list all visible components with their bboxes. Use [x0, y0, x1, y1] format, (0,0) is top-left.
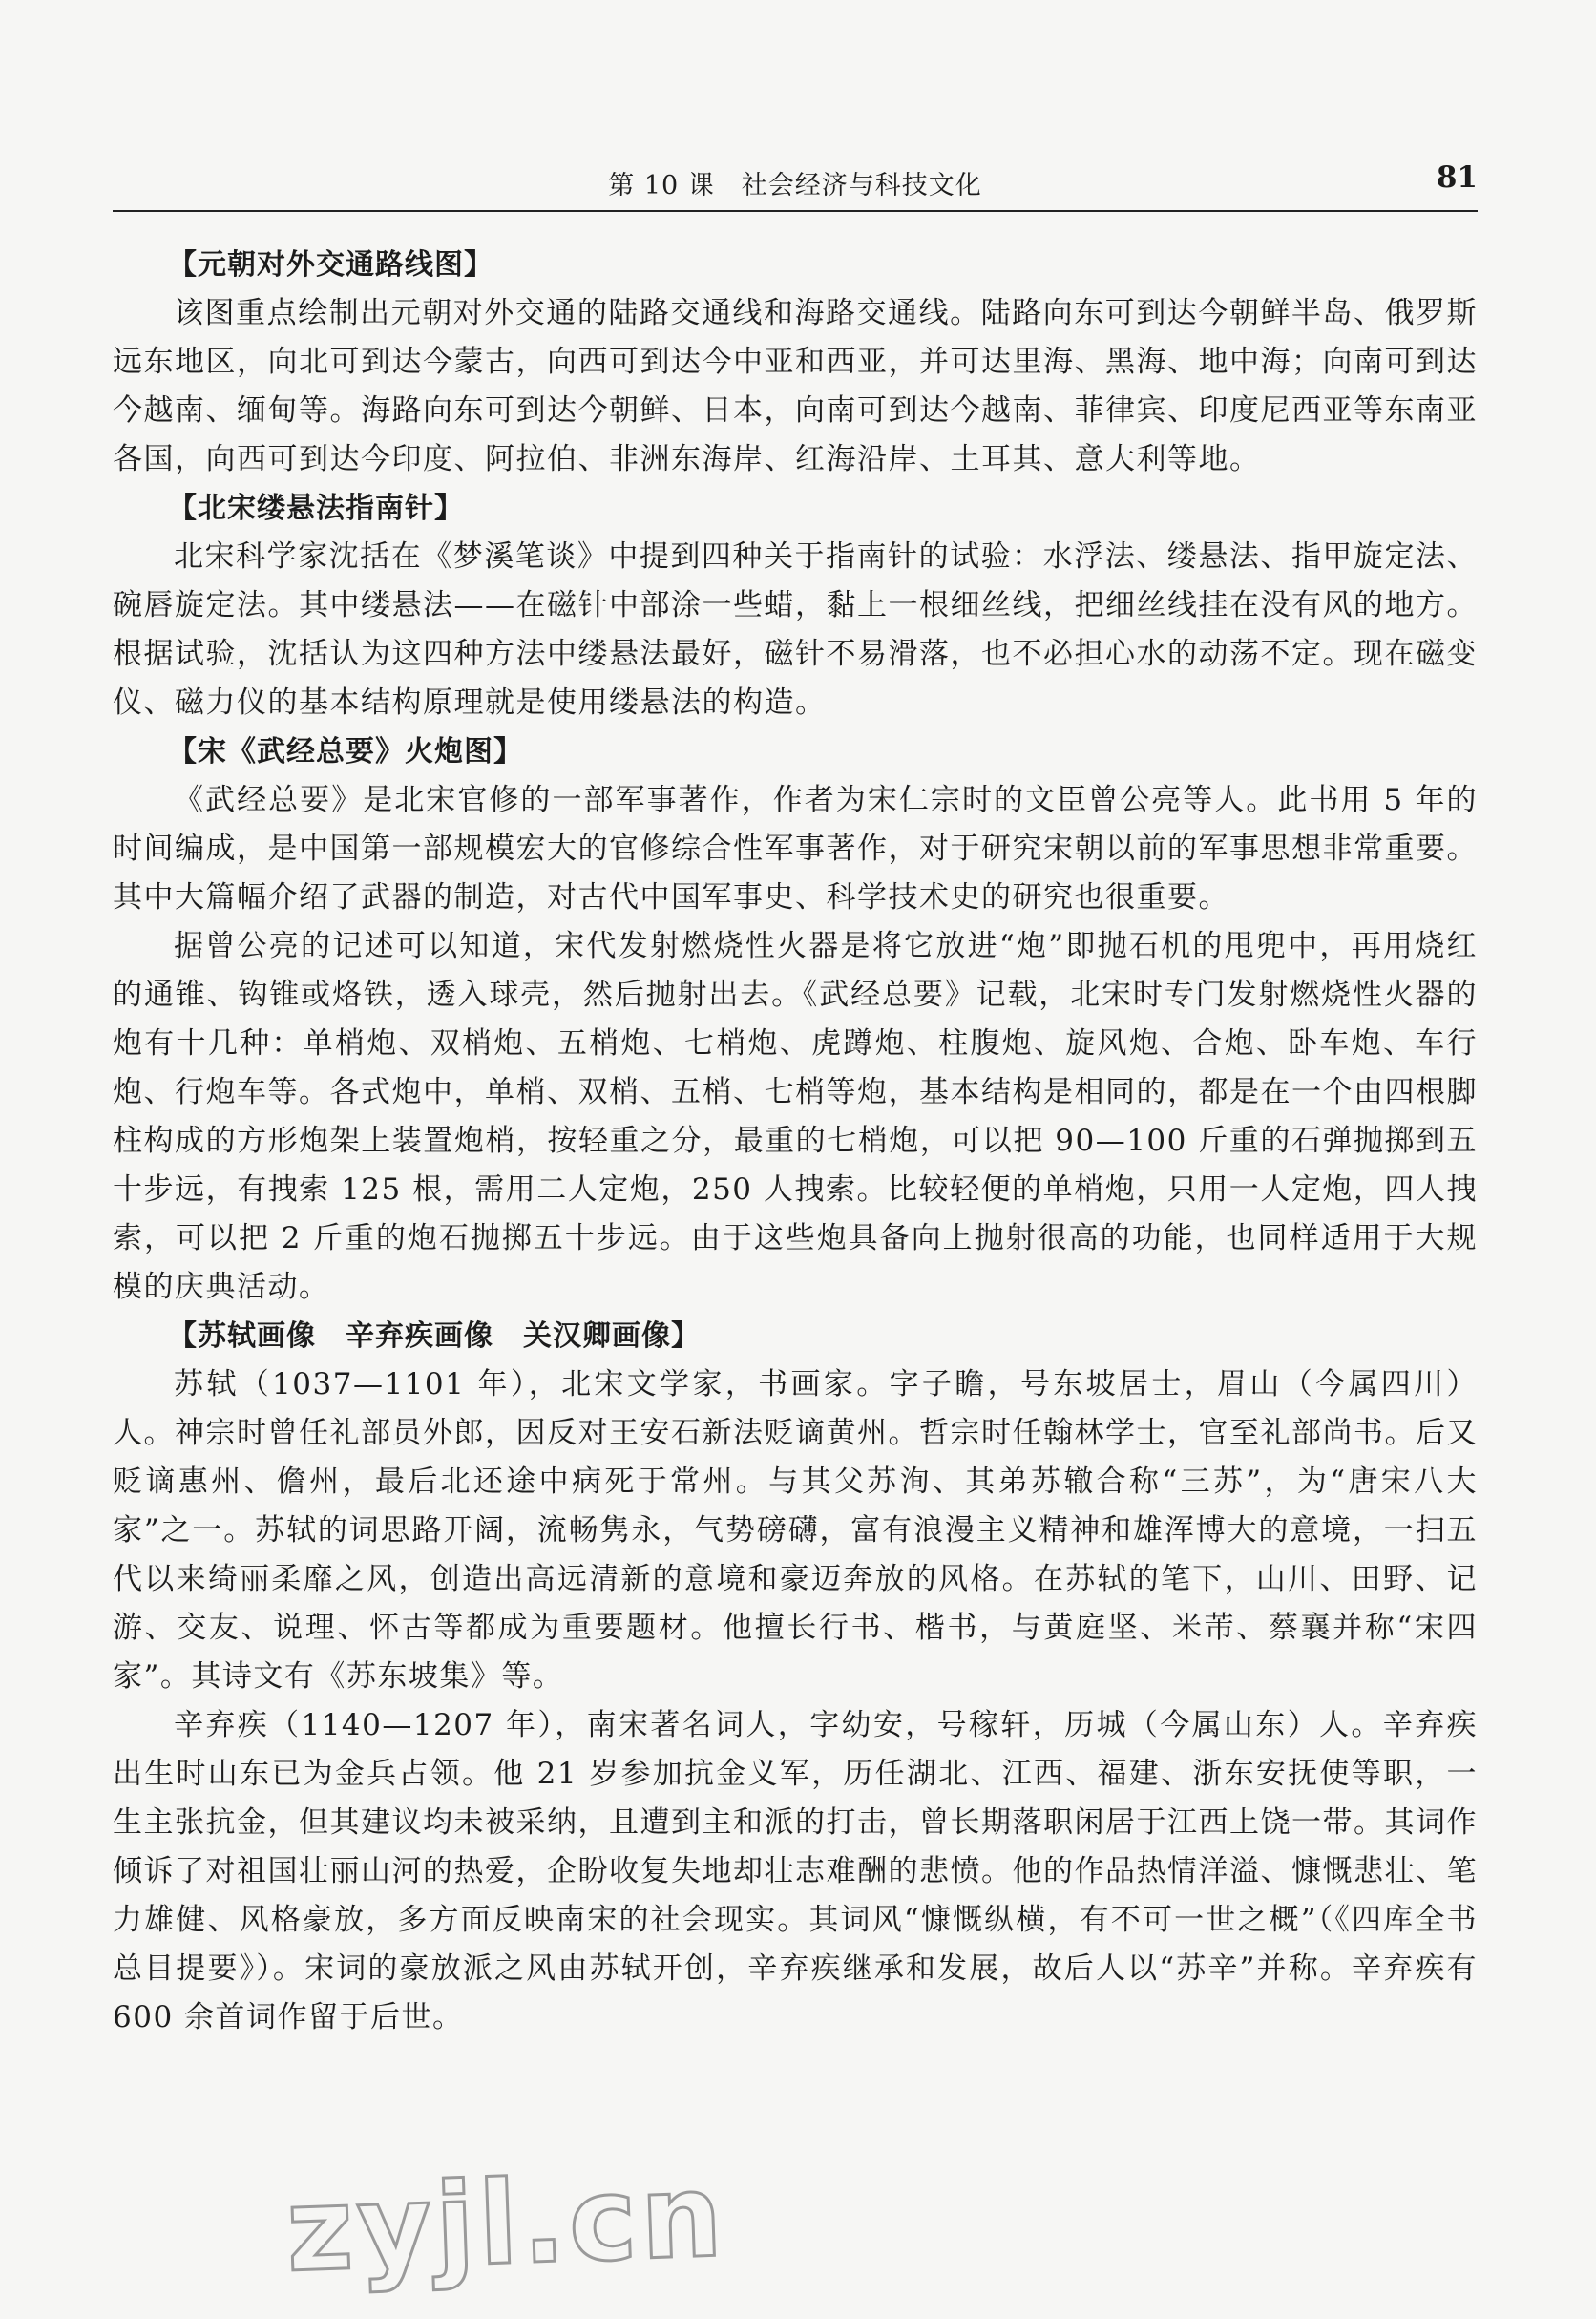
- header-title: 第 10 课 社会经济与科技文化: [608, 171, 982, 200]
- paragraph: 该图重点绘制出元朝对外交通的陆路交通线和海路交通线。陆路向东可到达今朝鲜半岛、俄罗斯远东地区，向北可到达今蒙古，向西可到达今中亚和西亚，并可达里海、黑海、地中海；向南可到达今越南、缅甸等。海路向东可到达今朝鲜、日本，向南可到达今越南、菲律宾、印度尼西亚等东南亚各国，向西可到达今印度、阿拉伯、非洲东海岸、红海沿岸、土耳其、意大利等地。: [113, 296, 1478, 476]
- section-heading: 【元朝对外交通路线图】: [168, 248, 494, 282]
- paragraph: 辛弃疾（1140—1207 年），南宋著名词人，字幼安，号稼轩，历城（今属山东）人。辛弃疾出生时山东已为金兵占领。他 21 岁参加抗金义军，历任湖北、江西、福建、浙东安抚使等职，一生主张抗金，但其建议均未被采纳，且遭到主和派的打击，曾长期落职闲居于江西上饶一带。其词作倾诉了对祖国壮丽山河的热爱，企盼收复失地却壮志难酬的悲愤。他的作品热情洋溢、慷慨悲壮、笔力雄健、风格豪放，多方面反映南宋的社会现实。其词风“慷慨纵横，有不可一世之概”（《四库全书总目提要》）。宋词的豪放派之风由苏轼开创，辛弃疾继承和发展，故后人以“苏辛”并称。辛弃疾有 600 余首词作留于后世。: [113, 1708, 1478, 2034]
- section-portraits: [113, 1312, 1478, 2042]
- paragraph: 据曾公亮的记述可以知道，宋代发射燃烧性火器是将它放进“炮”即抛石机的甩兜中，再用烧红的通锥、钩锥或烙铁，透入球壳，然后抛射出去。《武经总要》记载，北宋时专门发射燃烧性火器的炮有十几种：单梢炮、双梢炮、五梢炮、七梢炮、虎蹲炮、柱腹炮、旋风炮、合炮、卧车炮、车行炮、行炮车等。各式炮中，单梢、双梢、五梢、七梢等炮，基本结构是相同的，都是在一个由四根脚柱构成的方形炮架上装置炮梢，按轻重之分，最重的七梢炮，可以把 90—100 斤重的石弹抛掷到五十步远，有拽索 125 根，需用二人定炮，250 人拽索。比较轻便的单梢炮，只用一人定炮，四人拽索，可以把 2 斤重的炮石抛掷五十步远。由于这些炮具备向上抛射很高的功能，也同样适用于大规模的庆典活动。: [113, 929, 1478, 1304]
- page-content: [113, 241, 1478, 2042]
- section-heading: 【北宋缕悬法指南针】: [168, 492, 464, 525]
- paragraph: 北宋科学家沈括在《梦溪笔谈》中提到四种关于指南针的试验：水浮法、缕悬法、指甲旋定法、碗唇旋定法。其中缕悬法——在磁针中部涂一些蜡，黏上一根细丝线，把细丝线挂在没有风的地方。根据试验，沈括认为这四种方法中缕悬法最好，磁针不易滑落，也不必担心水的动荡不定。现在磁变仪、磁力仪的基本结构原理就是使用缕悬法的构造。: [113, 539, 1478, 720]
- section-heading: 【苏轼画像 辛弃疾画像 关汉卿画像】: [168, 1319, 701, 1353]
- section-compass: [113, 484, 1478, 727]
- section-heading: 【宋《武经总要》火炮图】: [168, 735, 523, 769]
- paragraph: 《武经总要》是北宋官修的一部军事著作，作者为宋仁宗时的文臣曾公亮等人。此书用 5 年的时间编成，是中国第一部规模宏大的官修综合性军事著作，对于研究宋朝以前的军事思想非常重要。其中大篇幅介绍了武器的制造，对古代中国军事史、科学技术史的研究也很重要。: [113, 783, 1478, 915]
- header-rule: [113, 210, 1478, 212]
- watermark: zyjl.cn: [284, 2150, 728, 2298]
- section-yuan-map: [113, 241, 1478, 484]
- section-wujing-zongyao: [113, 727, 1478, 1312]
- page-number: 81: [1436, 160, 1478, 195]
- page-header: [113, 153, 1478, 210]
- paragraph: 苏轼（1037—1101 年），北宋文学家，书画家。字子瞻，号东坡居士，眉山（今属四川）人。神宗时曾任礼部员外郎，因反对王安石新法贬谪黄州。哲宗时任翰林学士，官至礼部尚书。后又贬谪惠州、儋州，最后北还途中病死于常州。与其父苏洵、其弟苏辙合称“三苏”，为“唐宋八大家”之一。苏轼的词思路开阔，流畅隽永，气势磅礴，富有浪漫主义精神和雄浑博大的意境，一扫五代以来绮丽柔靡之风，创造出高远清新的意境和豪迈奔放的风格。在苏轼的笔下，山川、田野、记游、交友、说理、怀古等都成为重要题材。他擅长行书、楷书，与黄庭坚、米芾、蔡襄并称“宋四家”。其诗文有《苏东坡集》等。: [113, 1367, 1478, 1694]
